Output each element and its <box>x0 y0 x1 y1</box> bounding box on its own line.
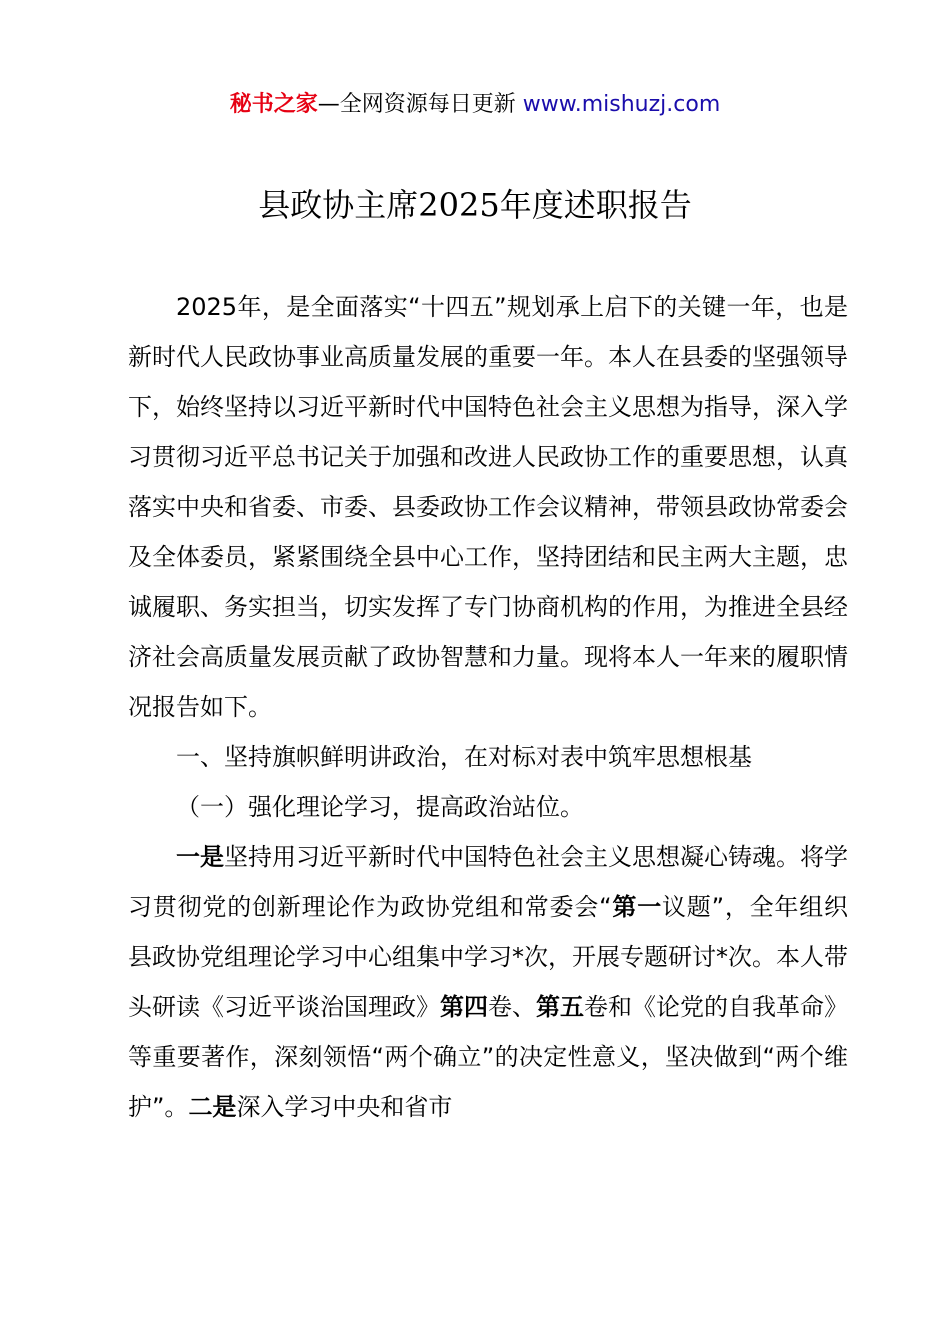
bold-marker: 第五 <box>536 993 584 1021</box>
bold-marker: 一是 <box>176 843 224 871</box>
site-url-link[interactable]: www.mishuzj.com <box>522 92 721 117</box>
subsection-heading: （一）强化理论学习，提高政治站位。 <box>176 793 584 821</box>
bold-marker: 第一 <box>611 893 662 921</box>
site-header <box>0 88 950 122</box>
section-heading: 一、坚持旗帜鲜明讲政治，在对标对表中筑牢思想根基 <box>176 743 752 771</box>
site-brand: 秘书之家 <box>229 92 318 117</box>
bold-marker: 二是 <box>188 1093 237 1121</box>
paragraph-text: 议题”，全年组织县政协党组理论学习中心组集中学习*次，开展专题研讨*次。本人带头研读《习近平谈治国理政》 <box>128 893 849 1021</box>
site-tagline: —全网资源每日更新 <box>317 92 523 117</box>
paragraph-text: 深入学习中央和省市 <box>236 1093 453 1121</box>
document-title: 县政协主席2025年度述职报告 <box>258 186 692 224</box>
document-body <box>128 282 848 1132</box>
bold-marker: 第四 <box>440 993 488 1021</box>
paragraph-text: 坚持用习近平新时代中国特色社会主义思想凝心铸魂。将学习贯彻党的创新理论作为政协党组和常委会“ <box>128 843 848 921</box>
body-paragraph <box>128 832 848 1132</box>
paragraph-text: 卷和《论党的自我革命》等重要著作，深刻领悟“两个确立”的决定性意义，坚决做到“两个维护”。 <box>128 993 848 1121</box>
intro-paragraph: 2025年，是全面落实“十四五”规划承上启下的关键一年，也是新时代人民政协事业高质量发展的重要一年。本人在县委的坚强领导下，始终坚持以习近平新时代中国特色社会主义思想为指导，深入学习贯彻习近平总书记关于加强和改进人民政协工作的重要思想，认真落实中央和省委、市委、县委政协工作会议精神，带领县政协常委会及全体委员，紧紧围绕全县中心工作，坚持团结和民主两大主题，忠诚履职、务实担当，切实发挥了专门协商机构的作用，为推进全县经济社会高质量发展贡献了政协智慧和力量。现将本人一年来的履职情况报告如下。 <box>128 293 848 721</box>
paragraph-text: 卷、 <box>488 993 536 1021</box>
